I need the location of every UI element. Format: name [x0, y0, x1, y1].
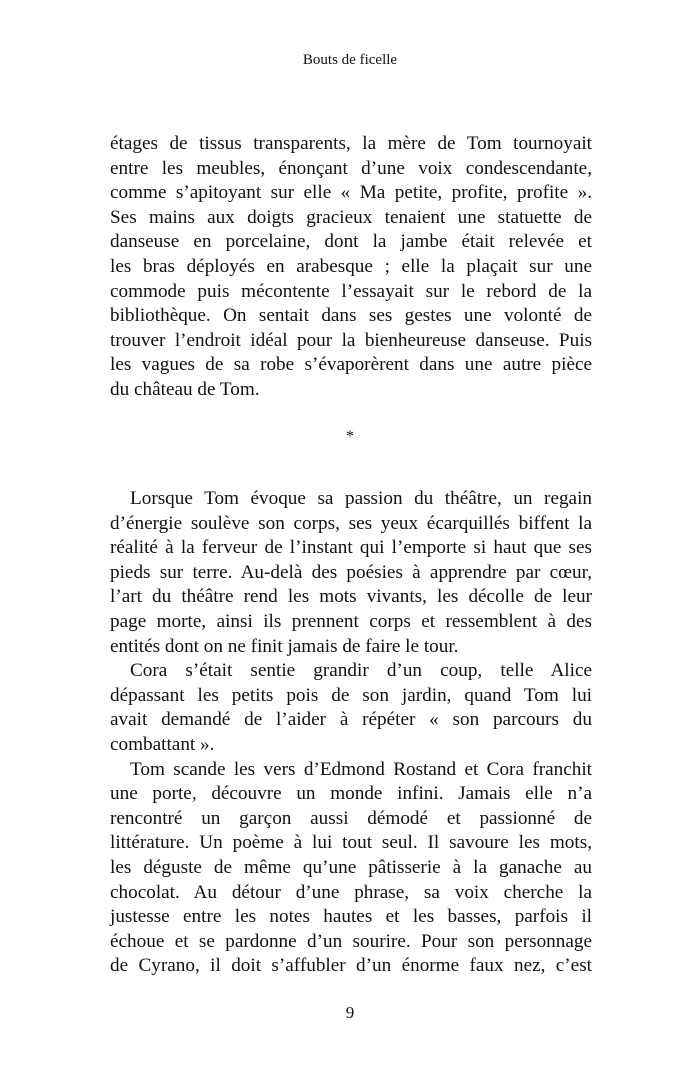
text-line: une porte, découvre un monde infini. Jamais elle n’a	[110, 783, 592, 805]
text-line: rencontré un garçon aussi démodé et passionné de	[110, 807, 592, 829]
text-line: justesse entre les notes hautes et les basses, parfois il	[110, 906, 592, 928]
paragraph	[110, 132, 592, 403]
text-line: page morte, ainsi ils prennent corps et ressemblent à des	[110, 610, 592, 632]
text-line: avait demandé de l’aider à répéter « son parcours du	[110, 709, 592, 731]
text-line: Lorsque Tom évoque sa passion du théâtre, un regain	[130, 488, 592, 509]
text-line: entités dont on ne finit jamais de faire le tour.	[110, 635, 459, 657]
text-line: pieds sur terre. Au-delà des poésies à apprendre par cœur,	[110, 561, 592, 583]
text-line: échoue et se pardonne d’un sourire. Pour son personnage	[110, 930, 592, 952]
text-line: chocolat. Au détour d’une phrase, sa voix cherche la	[110, 881, 592, 903]
text-line: Tom scande les vers d’Edmond Rostand et Cora franchit	[130, 758, 592, 780]
text-line: réalité à la ferveur de l’instant qui l’emporte si haut que ses	[110, 537, 592, 559]
section-separator: *	[346, 428, 354, 445]
text-line: les déguste de même qu’une pâtisserie à la ganache au	[110, 856, 592, 878]
section-1-text	[110, 132, 592, 403]
paragraph	[110, 659, 592, 757]
text-line: danseuse en porcelaine, dont la jambe était relevée et	[110, 231, 592, 253]
text-line: Ses mains aux doigts gracieux tenaient une statuette de	[110, 206, 592, 228]
text-line: combattant ».	[110, 733, 215, 755]
text-line: entre les meubles, énonçant d’une voix condescendante,	[110, 157, 592, 179]
paragraph	[110, 487, 592, 659]
section-2-text	[110, 487, 592, 979]
text-line: bibliothèque. On sentait dans ses gestes une volonté de	[110, 305, 592, 327]
text-line: comme s’apitoyant sur elle « Ma petite, profite, profite ».	[110, 182, 592, 204]
running-header: Bouts de ficelle	[302, 52, 398, 68]
paragraph	[110, 758, 592, 979]
text-line: de Cyrano, il doit s’affubler d’un énorme faux nez, c’est	[110, 955, 592, 977]
text-line: les vagues de sa robe s’évaporèrent dans une autre pièce	[110, 354, 592, 376]
text-line: du château de Tom.	[110, 378, 260, 400]
text-line: l’art du théâtre rend les mots vivants, les décolle de leur	[110, 586, 592, 608]
text-line: étages de tissus transparents, la mère de Tom tournoyait	[110, 133, 592, 154]
text-line: les bras déployés en arabesque ; elle la plaçait sur une	[110, 255, 592, 277]
text-line: commode puis mécontente l’essayait sur le rebord de la	[110, 280, 592, 302]
page-number: 9	[345, 1003, 355, 1022]
text-line: littérature. Un poème à lui tout seul. Il savoure les mots,	[110, 832, 592, 854]
text-line: trouver l’endroit idéal pour la bienheureuse danseuse. Puis	[110, 329, 592, 351]
text-line: dépassant les petits pois de son jardin, quand Tom lui	[110, 684, 592, 706]
text-line: Cora s’était sentie grandir d’un coup, telle Alice	[130, 660, 592, 682]
text-line: d’énergie soulève son corps, ses yeux écarquillés biffent la	[110, 512, 592, 534]
